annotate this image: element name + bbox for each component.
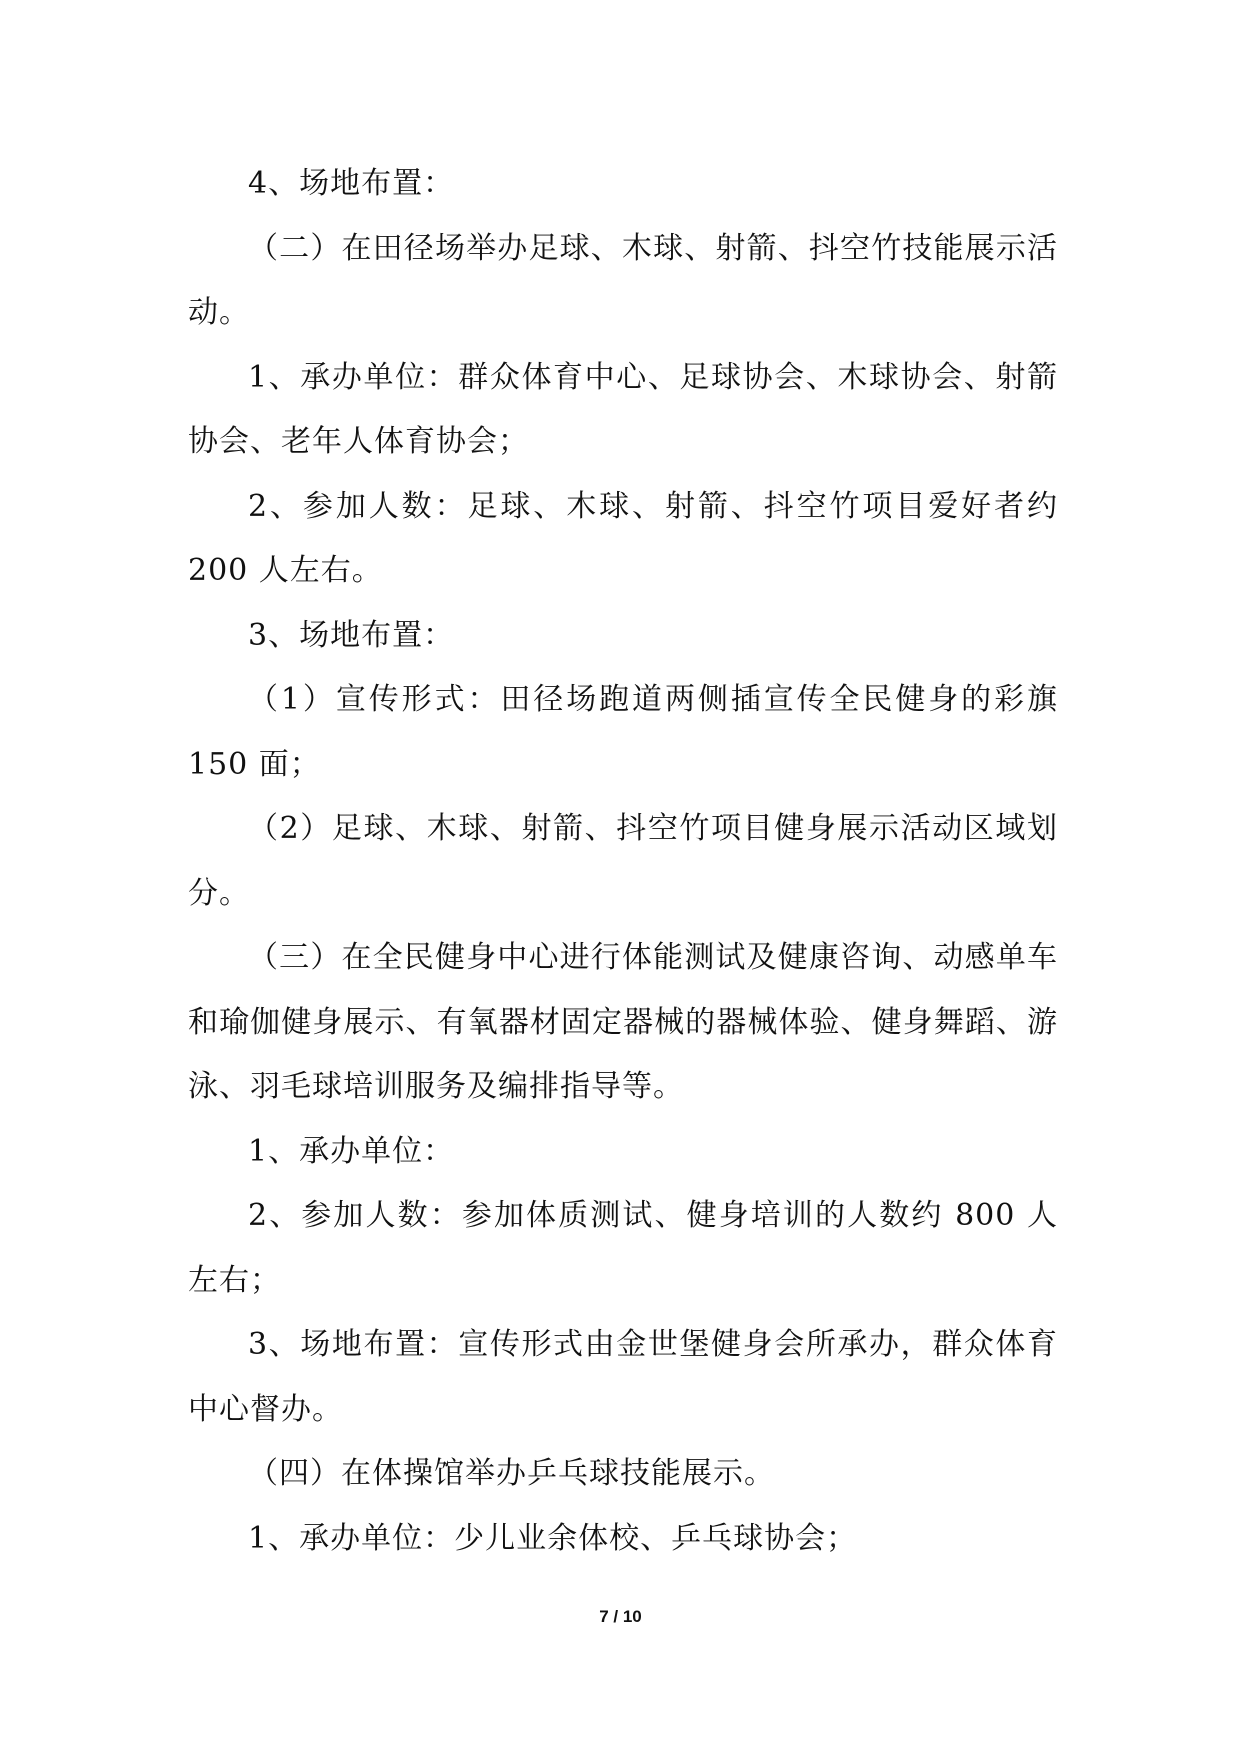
section-heading: （四）在体操馆举办乒乓球技能展示。: [248, 1456, 775, 1491]
paragraph: 1、承办单位：群众体育中心、足球协会、木球协会、射箭协会、老年人体育协会；: [188, 359, 1058, 459]
paragraph: 4、场地布置：: [248, 166, 455, 201]
paragraph: （1）宣传形式：田径场跑道两侧插宣传全民健身的彩旗 150 面；: [188, 682, 1058, 782]
section-heading: （二）在田径场举办足球、木球、射箭、抖空竹技能展示活动。: [188, 230, 1058, 330]
paragraph: 1、承办单位：少儿业余体校、乒乓球协会；: [248, 1520, 858, 1556]
paragraph: 1、承办单位：: [248, 1133, 455, 1169]
paragraph: 3、场地布置：宣传形式由金世堡健身会所承办，群众体育中心督办。: [188, 1327, 1058, 1427]
document-body: [188, 152, 1058, 1571]
paragraph: 2、参加人数：参加体质测试、健身培训的人数约 800 人左右；: [188, 1198, 1058, 1298]
page-number: 7 / 10: [599, 1607, 642, 1626]
section-heading: （三）在全民健身中心进行体能测试及健康咨询、动感单车和瑜伽健身展示、有氧器材固定器械的器械体验、健身舞蹈、游泳、羽毛球培训服务及编排指导等。: [188, 940, 1058, 1104]
paragraph: （2）足球、木球、射箭、抖空竹项目健身展示活动区域划分。: [188, 811, 1058, 911]
paragraph: 2、参加人数：足球、木球、射箭、抖空竹项目爱好者约 200 人左右。: [188, 488, 1058, 588]
paragraph: 3、场地布置：: [248, 617, 455, 653]
